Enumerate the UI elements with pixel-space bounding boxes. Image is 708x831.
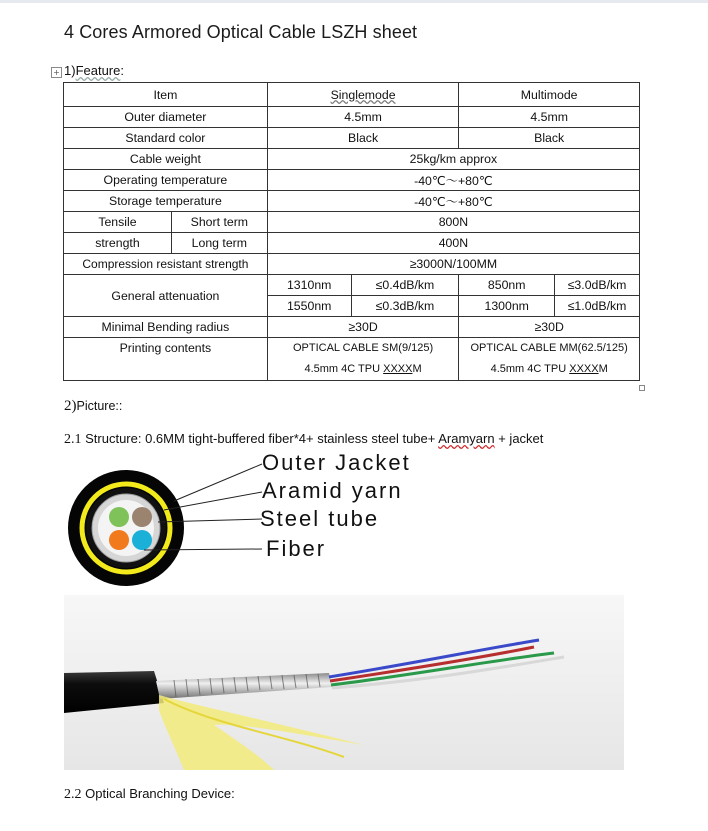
- cell-value: 1310nm: [267, 275, 351, 296]
- cell-value: -40℃～+80℃: [267, 191, 639, 212]
- cell-value: 4.5mm: [459, 107, 640, 128]
- branching-caption: 2.2 Optical Branching Device:: [64, 786, 235, 802]
- cable-cross-section-diagram: [64, 446, 444, 596]
- row-label: Printing contents: [64, 338, 268, 381]
- row-label: Short term: [171, 212, 267, 233]
- top-border: [0, 0, 708, 3]
- table-row: [64, 83, 640, 107]
- row-label: Operating temperature: [64, 170, 268, 191]
- header-item: Item: [64, 83, 268, 107]
- table-row: [64, 233, 640, 254]
- cell-value: 1550nm: [267, 296, 351, 317]
- structure-caption: 2.1 Structure: 0.6MM tight-buffered fiber*4+ stainless steel tube+ Aramyarn + jacket: [64, 431, 544, 447]
- tensile-label-bottom: strength: [64, 233, 172, 254]
- cell-value: Black: [267, 128, 459, 149]
- cell-value: Black: [459, 128, 640, 149]
- cell-value: ≥30D: [459, 317, 640, 338]
- table-row: [64, 338, 640, 381]
- fiber-blue: [132, 530, 152, 550]
- table-row: [64, 275, 640, 296]
- cell-value: 1300nm: [459, 296, 555, 317]
- row-label: General attenuation: [64, 275, 268, 317]
- row-label: Cable weight: [64, 149, 268, 170]
- table-row: [64, 128, 640, 149]
- row-label: Long term: [171, 233, 267, 254]
- label-outer-jacket: Outer Jacket: [262, 450, 411, 475]
- feature-heading: 1)Feature:: [64, 63, 124, 78]
- page-title: 4 Cores Armored Optical Cable LSZH sheet: [64, 22, 418, 42]
- leader-outer-jacket: [174, 464, 262, 501]
- row-label: Minimal Bending radius: [64, 317, 268, 338]
- cell-value: ≥30D: [267, 317, 459, 338]
- cell-value: 4.5mm: [267, 107, 459, 128]
- cell-value: 850nm: [459, 275, 555, 296]
- table-row: [64, 317, 640, 338]
- table-row: [64, 191, 640, 212]
- cable-photo-svg: [64, 595, 624, 770]
- header-multimode: Multimode: [459, 83, 640, 107]
- row-label: Standard color: [64, 128, 268, 149]
- cell-value: 25kg/km approx: [267, 149, 639, 170]
- cell-value: ≤0.3dB/km: [351, 296, 459, 317]
- cable-photo: [64, 595, 624, 770]
- fiber-brown: [132, 507, 152, 527]
- row-label: Compression resistant strength: [64, 254, 268, 275]
- cell-value: 800N: [267, 212, 639, 233]
- spec-table: [63, 82, 640, 381]
- cell-value: 400N: [267, 233, 639, 254]
- printing-sm: OPTICAL CABLE SM(9/125) 4.5mm 4C TPU XXXXM: [267, 338, 459, 381]
- cell-value: ≥3000N/100MM: [267, 254, 639, 275]
- cell-value: ≤0.4dB/km: [351, 275, 459, 296]
- table-row: [64, 170, 640, 191]
- table-move-handle-icon[interactable]: +: [51, 67, 62, 78]
- label-aramid-yarn: Aramid yarn: [262, 478, 403, 503]
- label-steel-tube: Steel tube: [260, 506, 380, 531]
- row-label: Outer diameter: [64, 107, 268, 128]
- fiber-orange: [109, 530, 129, 550]
- label-fiber: Fiber: [266, 536, 327, 561]
- cell-value: ≤3.0dB/km: [555, 275, 640, 296]
- table-resize-handle[interactable]: [639, 385, 645, 391]
- table-row: [64, 254, 640, 275]
- leader-aramid: [164, 492, 262, 510]
- row-label: Storage temperature: [64, 191, 268, 212]
- tensile-label-top: Tensile: [64, 212, 172, 233]
- fiber-green: [109, 507, 129, 527]
- table-row: [64, 107, 640, 128]
- printing-mm: OPTICAL CABLE MM(62.5/125) 4.5mm 4C TPU XXXXM: [459, 338, 640, 381]
- picture-heading: 2)Picture::: [64, 398, 123, 414]
- cell-value: -40℃～+80℃: [267, 170, 639, 191]
- header-singlemode: Singlemode: [267, 83, 459, 107]
- table-row: [64, 149, 640, 170]
- table-row: [64, 212, 640, 233]
- cell-value: ≤1.0dB/km: [555, 296, 640, 317]
